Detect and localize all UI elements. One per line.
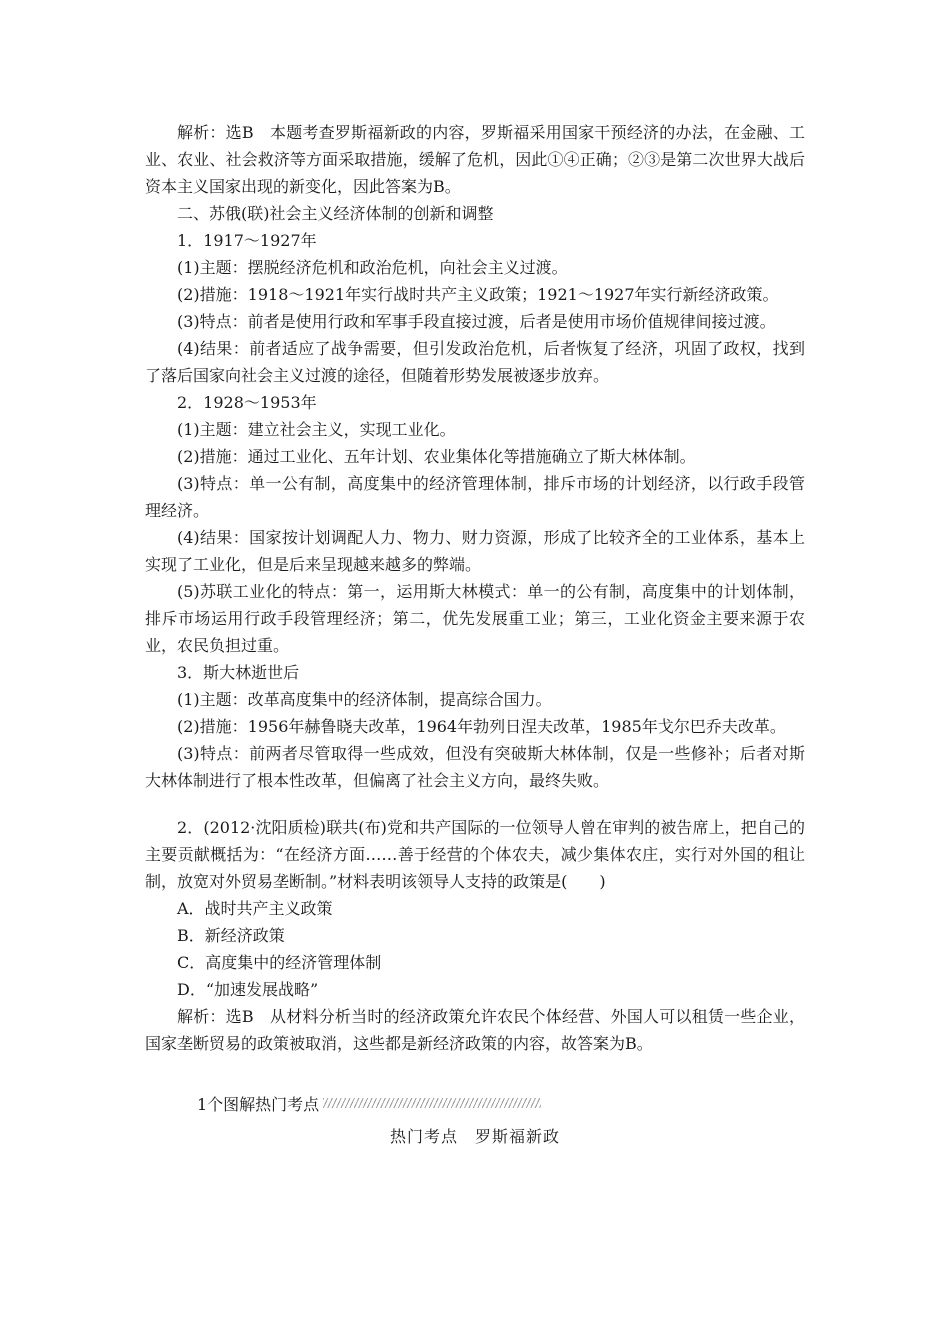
- period-3-measures: (2)措施：1956年赫鲁晓夫改革，1964年勃列日涅夫改革，1985年戈尔巴乔夫改革。: [177, 717, 786, 736]
- question-2-option-d: D．“加速发展战略”: [177, 980, 319, 999]
- hot-point-title: 热门考点 罗斯福新政: [389, 1127, 560, 1146]
- section-heading: 二、苏俄(联)社会主义经济体制的创新和调整: [177, 204, 494, 223]
- analysis-paragraph-1: 解析：选B 本题考查罗斯福新政的内容，罗斯福采用国家干预经济的办法，在金融、工业、农业、社会救济等方面采取措施，缓解了危机，因此①④正确；②③是第二次世界大战后资本主义国家出现的新变化，因此答案为B。: [145, 123, 805, 196]
- period-1-features: (3)特点：前者是使用行政和军事手段直接过渡，后者是使用市场价值规律间接过渡。: [177, 312, 776, 331]
- hatched-divider: [323, 1098, 541, 1108]
- period-1-results: (4)结果：前者适应了战争需要，但引发政治危机，后者恢复了经济，巩固了政权，找到了落后国家向社会主义过渡的途径，但随着形势发展被逐步放弃。: [145, 339, 805, 385]
- period-3-title: 3．斯大林逝世后: [177, 663, 300, 682]
- question-2-option-c: C．高度集中的经济管理体制: [177, 953, 382, 972]
- question-2-analysis: 解析：选B 从材料分析当时的经济政策允许农民个体经营、外国人可以租赁一些企业，国家垄断贸易的政策被取消，这些都是新经济政策的内容，故答案为B。: [145, 1007, 805, 1053]
- question-2-stem: 2．(2012·沈阳质检)联共(布)党和共产国际的一位领导人曾在审判的被告席上，把自己的主要贡献概括为：“在经济方面……善于经营的个体农夫，减少集体农庄，实行对外国的租让制，放宽对外贸易垄断制。”材料表明该领导人支持的政策是( ): [145, 818, 805, 891]
- period-2-theme: (1)主题：建立社会主义，实现工业化。: [177, 420, 456, 439]
- period-1-theme: (1)主题：摆脱经济危机和政治危机，向社会主义过渡。: [177, 258, 568, 277]
- period-3-features: (3)特点：前两者尽管取得一些成效，但没有突破斯大林体制，仅是一些修补；后者对斯大林体制进行了根本性改革，但偏离了社会主义方向，最终失败。: [145, 744, 805, 790]
- hot-points-header: [197, 1092, 541, 1114]
- period-2-measures: (2)措施：通过工业化、五年计划、农业集体化等措施确立了斯大林体制。: [177, 447, 696, 466]
- period-2-results: (4)结果：国家按计划调配人力、物力、财力资源，形成了比较齐全的工业体系，基本上实现了工业化，但是后来呈现越来越多的弊端。: [145, 528, 805, 574]
- period-1-title: 1．1917～1927年: [177, 231, 317, 250]
- period-2-industrialization-features: (5)苏联工业化的特点：第一，运用斯大林模式：单一的公有制，高度集中的计划体制，排斥市场运用行政手段管理经济；第二，优先发展重工业；第三，工业化资金主要来源于农业，农民负担过重。: [145, 582, 805, 655]
- period-2-features: (3)特点：单一公有制，高度集中的经济管理体制，排斥市场的计划经济，以行政手段管理经济。: [145, 474, 805, 520]
- question-2-option-b: B．新经济政策: [177, 926, 285, 945]
- question-2-option-a: A．战时共产主义政策: [177, 899, 333, 918]
- period-2-title: 2．1928～1953年: [177, 393, 317, 412]
- period-3-theme: (1)主题：改革高度集中的经济体制，提高综合国力。: [177, 690, 552, 709]
- period-1-measures: (2)措施：1918～1921年实行战时共产主义政策；1921～1927年实行新经济政策。: [177, 285, 779, 304]
- hot-points-label: 1个图解热门考点: [197, 1094, 320, 1114]
